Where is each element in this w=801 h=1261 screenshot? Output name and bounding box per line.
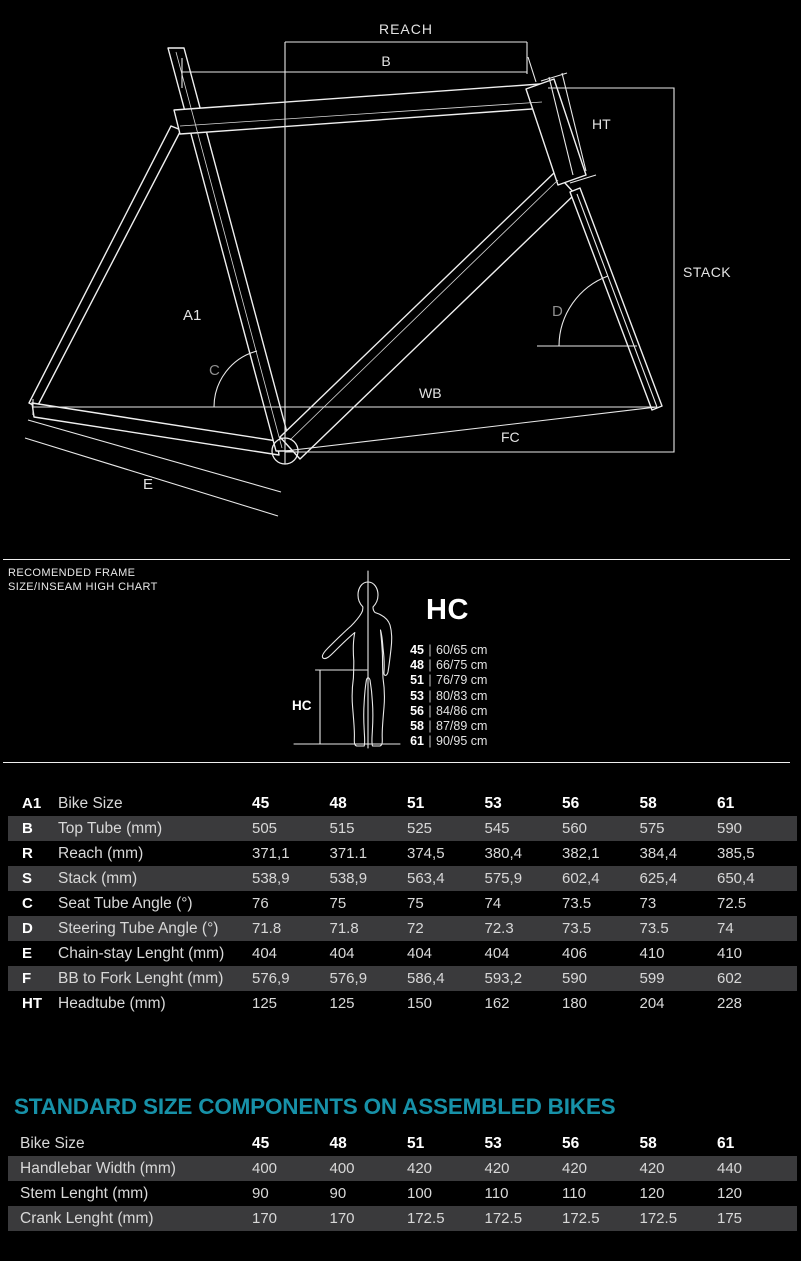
- table-row: [8, 1156, 797, 1181]
- inseam-size: 56: [410, 703, 424, 718]
- value-cell: 72.3: [484, 920, 514, 937]
- value-cell: 125: [252, 995, 278, 1012]
- inseam-range: 66/75 cm: [436, 658, 488, 673]
- value-cell: 538,9: [329, 870, 368, 887]
- size-header-cell: 53: [484, 795, 502, 812]
- components-table: [8, 1131, 797, 1231]
- value-cell: 120: [717, 1185, 743, 1202]
- row-letter: R: [22, 845, 33, 862]
- size-header-cell: 56: [562, 795, 580, 812]
- components-section-title: STANDARD SIZE COMPONENTS ON ASSEMBLED BIKES: [14, 1094, 616, 1119]
- inseam-size: 53: [410, 688, 424, 703]
- table-row: [8, 1181, 797, 1206]
- row-label: BB to Fork Lenght (mm): [58, 970, 224, 987]
- size-header-cell: 51: [407, 795, 425, 812]
- value-cell: 384,4: [639, 845, 678, 862]
- value-cell: 400: [329, 1160, 355, 1177]
- inseam-row: [394, 689, 487, 704]
- size-header-cell: 61: [717, 1135, 735, 1152]
- size-header-cell: 45: [252, 1135, 270, 1152]
- inseam-separator: |: [428, 688, 432, 703]
- value-cell: 73.5: [639, 920, 669, 937]
- label-a1: A1: [183, 307, 202, 324]
- inseam-size: 51: [410, 673, 424, 688]
- size-header-cell: 53: [484, 1135, 502, 1152]
- value-cell: 170: [252, 1210, 278, 1227]
- value-cell: 71.8: [252, 920, 282, 937]
- inseam-range: 87/89 cm: [436, 719, 488, 734]
- size-header-cell: 58: [639, 1135, 657, 1152]
- value-cell: 110: [562, 1185, 586, 1202]
- value-cell: 410: [717, 945, 743, 962]
- value-cell: 162: [484, 995, 510, 1012]
- size-header-cell: 45: [252, 795, 270, 812]
- seat-stays: [29, 126, 181, 407]
- size-header-cell: 48: [329, 795, 347, 812]
- label-reach: REACH: [378, 21, 434, 37]
- value-cell: 538,9: [252, 870, 290, 887]
- inseam-separator: |: [428, 719, 432, 734]
- value-cell: 371,1: [252, 845, 290, 862]
- value-cell: 406: [562, 945, 588, 962]
- table-row: [8, 841, 797, 866]
- value-cell: 73.5: [562, 895, 592, 912]
- value-cell: 590: [562, 970, 588, 987]
- frame-tubes: [29, 48, 662, 459]
- value-cell: 170: [329, 1210, 355, 1227]
- row-label: Crank Lenght (mm): [20, 1210, 154, 1227]
- table-header-row: [8, 791, 797, 816]
- value-cell: 120: [639, 1185, 665, 1202]
- value-cell: 175: [717, 1210, 743, 1227]
- value-cell: 420: [639, 1160, 665, 1177]
- inseam-row: [394, 673, 487, 688]
- inseam-separator: |: [428, 673, 432, 688]
- value-cell: 563,4: [407, 870, 445, 887]
- inseam-row: [394, 643, 487, 658]
- value-cell: 172.5: [562, 1210, 600, 1227]
- value-cell: 440: [717, 1160, 743, 1177]
- value-cell: 374,5: [407, 845, 445, 862]
- row-letter: S: [22, 870, 33, 887]
- size-header-cell: 48: [329, 1135, 347, 1152]
- label-ht: HT: [592, 116, 611, 132]
- size-header-cell: 56: [562, 1135, 580, 1152]
- value-cell: 228: [717, 995, 743, 1012]
- value-cell: 404: [329, 945, 355, 962]
- value-cell: 382,1: [562, 845, 600, 862]
- inseam-section-title: [8, 566, 158, 594]
- row-label: Reach (mm): [58, 845, 144, 862]
- inseam-separator: |: [428, 658, 432, 673]
- inseam-separator: |: [428, 703, 432, 718]
- row-label: Steering Tube Angle (°): [58, 920, 219, 937]
- table-row: [8, 991, 797, 1016]
- label-wb: WB: [419, 385, 442, 401]
- table-row: [8, 941, 797, 966]
- label-fc: FC: [501, 429, 520, 445]
- value-cell: 420: [407, 1160, 433, 1177]
- row-label: Top Tube (mm): [58, 820, 163, 837]
- value-cell: 74: [484, 895, 502, 912]
- row-letter: C: [22, 895, 33, 912]
- value-cell: 172.5: [639, 1210, 678, 1227]
- d-angle-arc: [559, 276, 608, 346]
- value-cell: 602: [717, 970, 743, 987]
- value-cell: 505: [252, 820, 278, 837]
- value-cell: 125: [329, 995, 355, 1012]
- frame-geometry-diagram: [0, 0, 801, 558]
- value-cell: 590: [717, 820, 743, 837]
- value-cell: 525: [407, 820, 433, 837]
- value-cell: 110: [484, 1185, 509, 1202]
- label-d: D: [552, 303, 563, 320]
- row-letter: E: [22, 945, 33, 962]
- row-label: Bike Size: [58, 795, 123, 812]
- value-cell: 400: [252, 1160, 278, 1177]
- label-b: B: [381, 53, 391, 69]
- value-cell: 204: [639, 995, 665, 1012]
- inseam-size: 45: [410, 643, 424, 657]
- table-row: [8, 916, 797, 941]
- value-cell: 172.5: [484, 1210, 523, 1227]
- steering-axis-lower: [577, 194, 657, 407]
- table-row: [8, 866, 797, 891]
- hc-size-list: [394, 643, 487, 749]
- value-cell: 72.5: [717, 895, 747, 912]
- value-cell: 74: [717, 920, 734, 937]
- row-letter: B: [22, 820, 33, 837]
- inseam-range: 60/65 cm: [436, 643, 488, 657]
- value-cell: 404: [484, 945, 510, 962]
- value-cell: 73: [639, 895, 657, 912]
- table-row: [8, 816, 797, 841]
- value-cell: 625,4: [639, 870, 678, 887]
- inseam-figure: [280, 558, 410, 758]
- inseam-size: 48: [410, 658, 424, 673]
- value-cell: 72: [407, 920, 424, 937]
- label-e: E: [143, 476, 154, 493]
- value-cell: 560: [562, 820, 588, 837]
- table-row: [8, 966, 797, 991]
- value-cell: 576,9: [329, 970, 368, 987]
- hc-heading: HC: [426, 594, 469, 626]
- value-cell: 71.8: [329, 920, 359, 937]
- value-cell: 404: [407, 945, 433, 962]
- value-cell: 599: [639, 970, 665, 987]
- inseam-row: [394, 719, 487, 734]
- value-cell: 380,4: [484, 845, 523, 862]
- value-cell: 515: [329, 820, 355, 837]
- value-cell: 76: [252, 895, 269, 912]
- row-letter: F: [22, 970, 32, 987]
- value-cell: 75: [329, 895, 347, 912]
- value-cell: 575: [639, 820, 665, 837]
- inseam-row: [394, 734, 487, 749]
- row-label: Bike Size: [20, 1135, 85, 1152]
- value-cell: 371.1: [329, 845, 368, 862]
- value-cell: 404: [252, 945, 278, 962]
- top-tube: [174, 84, 546, 134]
- label-c: C: [209, 362, 220, 379]
- inseam-range: 76/79 cm: [436, 673, 488, 688]
- value-cell: 180: [562, 995, 588, 1012]
- row-letter: A1: [22, 795, 42, 812]
- value-cell: 385,5: [717, 845, 755, 862]
- row-label: Handlebar Width (mm): [20, 1160, 176, 1177]
- inseam-size: 58: [410, 719, 424, 734]
- value-cell: 172.5: [407, 1210, 445, 1227]
- value-cell: 90: [252, 1185, 269, 1202]
- inseam-range: 84/86 cm: [436, 703, 488, 718]
- value-cell: 75: [407, 895, 424, 912]
- inseam-size: 61: [410, 734, 424, 749]
- inseam-row: [394, 704, 487, 719]
- value-cell: 650,4: [717, 870, 755, 887]
- row-letter: D: [22, 920, 33, 937]
- divider-line: [3, 762, 790, 763]
- inseam-row: [394, 658, 487, 673]
- steering-axis-upper: [528, 57, 536, 82]
- table-header-row: [8, 1131, 797, 1156]
- value-cell: 420: [484, 1160, 510, 1177]
- label-stack: STACK: [683, 264, 732, 280]
- row-label: Headtube (mm): [58, 995, 166, 1012]
- table-row: [8, 891, 797, 916]
- geometry-table: [8, 791, 797, 1016]
- value-cell: 90: [329, 1185, 347, 1202]
- inseam-range: 90/95 cm: [436, 734, 488, 749]
- row-label: Stem Lenght (mm): [20, 1185, 149, 1202]
- inseam-range: 80/83 cm: [436, 688, 488, 703]
- value-cell: 586,4: [407, 970, 445, 987]
- value-cell: 575,9: [484, 870, 523, 887]
- value-cell: 100: [407, 1185, 433, 1202]
- inseam-separator: |: [428, 643, 432, 657]
- value-cell: 410: [639, 945, 665, 962]
- chain-stays: [32, 403, 279, 455]
- size-header-cell: 58: [639, 795, 657, 812]
- inseam-separator: |: [428, 734, 432, 749]
- row-letter: HT: [22, 995, 42, 1012]
- row-label: Seat Tube Angle (°): [58, 895, 193, 912]
- value-cell: 150: [407, 995, 433, 1012]
- size-header-cell: 51: [407, 1135, 425, 1152]
- row-label: Chain-stay Lenght (mm): [58, 945, 225, 962]
- value-cell: 420: [562, 1160, 588, 1177]
- figure-body-outline: [322, 582, 391, 746]
- size-header-cell: 61: [717, 795, 735, 812]
- down-tube: [280, 172, 575, 459]
- value-cell: 73.5: [562, 920, 592, 937]
- value-cell: 602,4: [562, 870, 600, 887]
- figure-hc-label: HC: [292, 698, 312, 713]
- value-cell: 545: [484, 820, 510, 837]
- table-row: [8, 1206, 797, 1231]
- inseam-title-line2: SIZE/INSEAM HIGH CHART: [8, 581, 158, 593]
- inseam-title-line1: RECOMENDED FRAME: [8, 567, 136, 579]
- c-angle-arc: [214, 351, 257, 407]
- value-cell: 593,2: [484, 970, 523, 987]
- value-cell: 576,9: [252, 970, 290, 987]
- row-label: Stack (mm): [58, 870, 138, 887]
